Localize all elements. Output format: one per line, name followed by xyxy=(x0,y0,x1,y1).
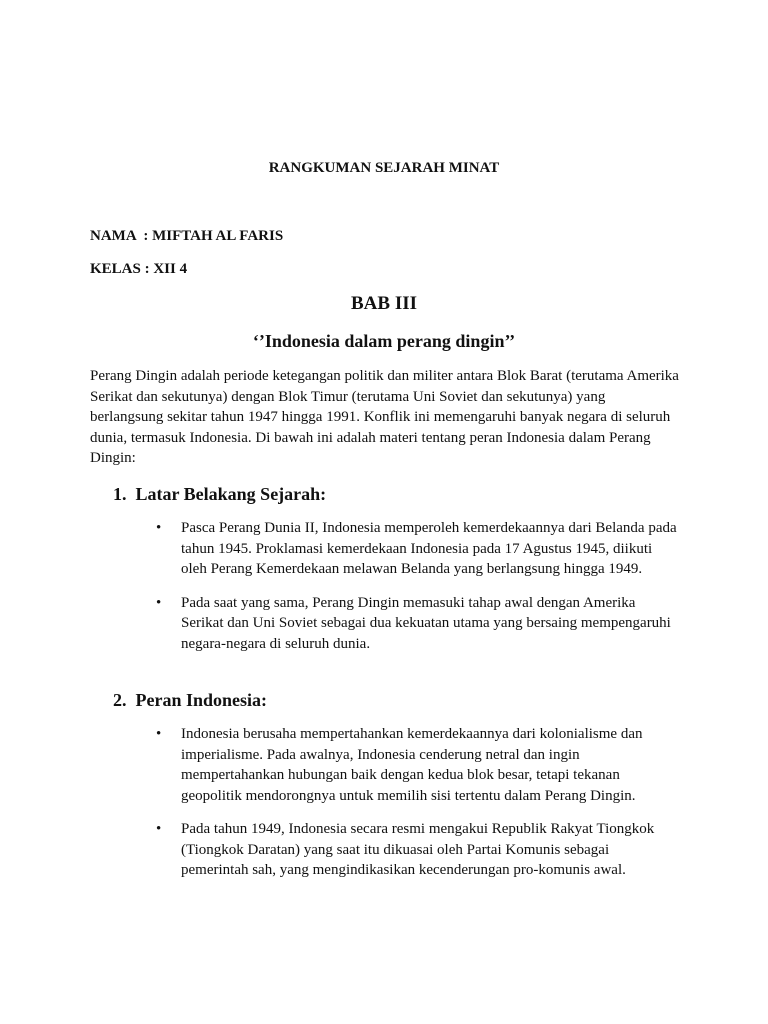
bullet-icon: • xyxy=(156,821,162,837)
list-item xyxy=(155,593,680,655)
bullet-icon: • xyxy=(156,594,162,611)
list-item xyxy=(155,518,680,580)
bullet-icon: • xyxy=(156,520,162,536)
list-item xyxy=(155,724,680,806)
student-name: NAMA : MIFTAH AL FARIS xyxy=(90,228,284,244)
intro-paragraph: Perang Dingin adalah periode ketegangan politik dan militer antara Blok Barat (terutama Amerika Serikat dan sekutunya) dengan Blok Timur (terutama Uni Soviet dan sekutunya) yang berlangsung sekitar tahun 1947 hingga 1991. Konflik ini memengaruhi banyak negara di seluruh dunia, termasuk Indonesia. Di bawah ini adalah materi tentang peran Indonesia dalam Perang Dingin: xyxy=(90,368,679,466)
document-title: RANGKUMAN SEJARAH MINAT xyxy=(268,160,500,176)
list-item xyxy=(155,819,680,881)
bullet-icon: • xyxy=(156,726,162,742)
section-role-list xyxy=(155,724,680,894)
section-heading-role: 2. Peran Indonesia: xyxy=(113,690,268,710)
chapter-title: ‘’Indonesia dalam perang dingin’’ xyxy=(252,331,516,351)
list-item-text: Pada saat yang sama, Perang Dingin memasuki tahap awal dengan Amerika Serikat dan Uni Soviet sebagai dua kekuatan utama yang bersaing mempengaruhi negara-negara di seluruh dunia. xyxy=(181,594,671,652)
list-item-text: Pada tahun 1949, Indonesia secara resmi mengakui Republik Rakyat Tiongkok (Tiongkok Daratan) yang saat itu dikuasai oleh Partai Komunis sebagai pemerintah sah, yang mengindikasikan kecenderungan pro-komunis awal. xyxy=(181,821,655,878)
chapter-number: BAB III xyxy=(351,293,417,314)
section-background-list xyxy=(155,518,680,667)
list-item-text: Pasca Perang Dunia II, Indonesia memperoleh kemerdekaannya dari Belanda pada tahun 1945. Proklamasi kemerdekaan Indonesia pada 17 Agustus 1945, diikuti oleh Perang Kemerdekaan melawan Belanda yang berlangsung hingga 1949. xyxy=(181,520,677,577)
list-item-text: Indonesia berusaha mempertahankan kemerdekaannya dari kolonialisme dan imperialisme. Pada awalnya, Indonesia cenderung netral dan ingin mempertahankan hubungan baik dengan kedua blok besar, tetapi tekanan geopolitik mendorongnya untuk memilih sisi tertentu dalam Perang Dingin. xyxy=(181,726,643,804)
student-class: KELAS : XII 4 xyxy=(90,261,188,277)
section-heading-background: 1. Latar Belakang Sejarah: xyxy=(113,484,327,504)
